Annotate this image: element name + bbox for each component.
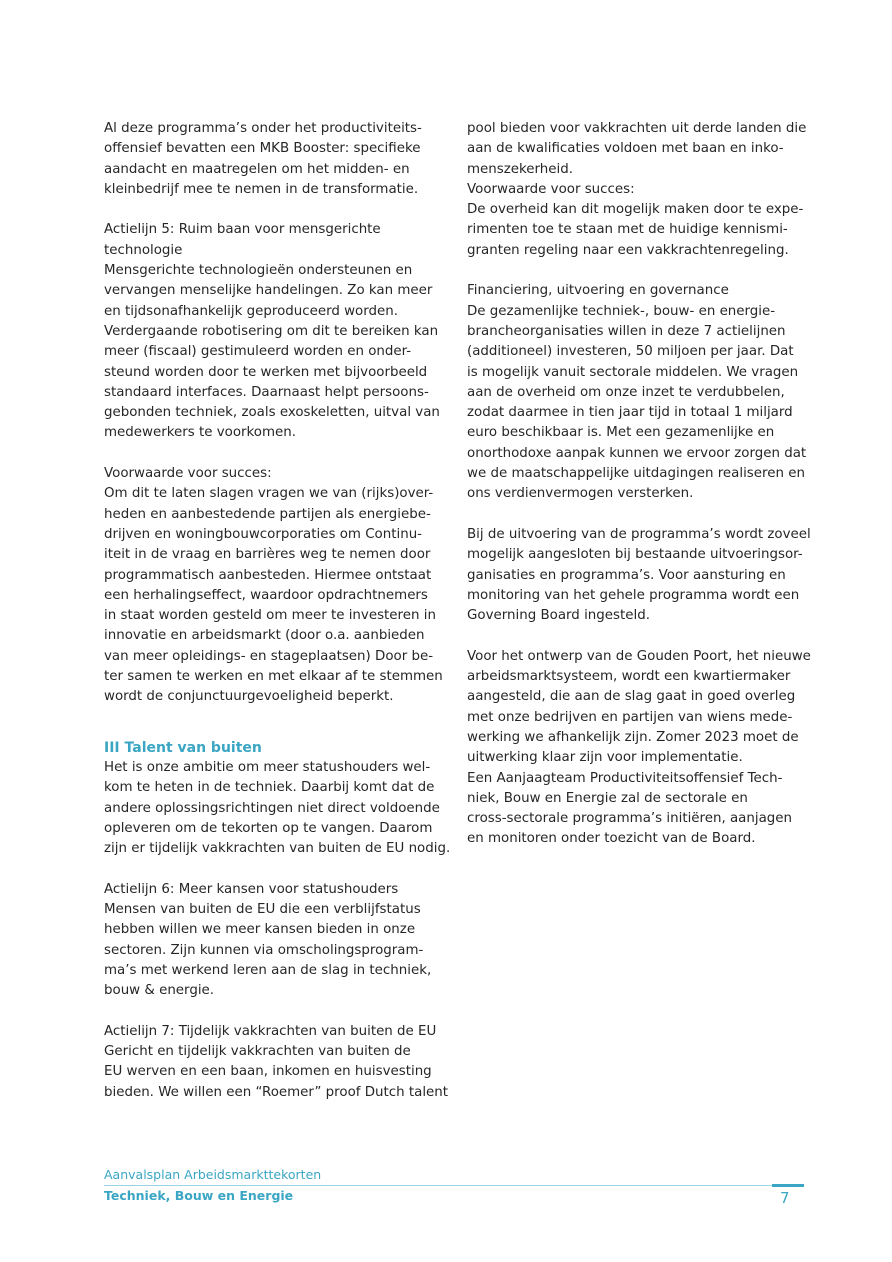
text-line: wordt de conjunctuurgevoeligheid beperkt. [104,689,394,705]
text-line: ons verdienvermogen versterken. [467,486,694,502]
text-line: brancheorganisaties willen in deze 7 actielijnen [467,323,786,339]
text-line: kleinbedrijf mee te nemen in de transformatie. [104,181,419,197]
right-column [467,119,811,850]
text-line: Verdergaande robotisering om dit te bereiken kan [104,323,439,339]
financiering-body [467,302,807,505]
text-line: Al deze programma’s onder het productiviteits- [104,121,422,136]
actielijn6-title: Actielijn 6: Meer kansen voor statushouders [104,881,399,897]
actielijn5-title [104,220,444,261]
voorwaarde-label: Voorwaarde voor succes: [467,181,635,197]
text-line: standaard interfaces. Daarnaast helpt persoons- [104,384,429,400]
text-line: ma’s met werkend leren aan de slag in techniek, [104,962,432,978]
text-line: mogelijk aangesloten bij bestaande uitvoeringsor- [467,547,803,563]
text-line: De gezamenlijke techniek-, bouw- en energie- [467,303,776,319]
text-line: bouw & energie. [104,983,215,999]
text-line: aan de overheid om onze inzet te verdubbelen, [467,384,785,400]
intro-paragraph [104,119,444,200]
text-line: ganisaties en programma’s. Voor aansturing en [467,567,786,583]
text-line: monitoring van het gehele programma wordt een [467,587,800,603]
text-line: van meer opleidings- en stageplaatsen) Door be- [104,648,434,664]
text-line: De overheid kan dit mogelijk maken door te expe- [467,202,804,218]
text-line: offensief bevatten een MKB Booster: specifieke [104,141,421,157]
text-line: Actielijn 5: Ruim baan voor mensgerichte [104,222,381,238]
text-line: aandacht en maatregelen om het midden- en [104,161,410,177]
actielijn5-body [104,261,444,444]
text-line: opleveren om de tekorten op te vangen. Daarom [104,820,433,836]
voorwaarde-label: Voorwaarde voor succes: [104,466,272,482]
actielijn6-body [104,900,444,1001]
text-line: niek, Bouw en Energie zal de sectorale en [467,790,748,806]
text-line: meer (fiscaal) gestimuleerd worden en onder- [104,344,412,360]
text-line: zijn er tijdelijk vakkrachten van buiten de EU nodig. [104,841,451,857]
continued-paragraph [467,119,807,180]
text-line: aan de kwalificaties voldoen met baan en inko- [467,141,784,157]
footer-document-subtitle: Techniek, Bouw en Energie [104,1188,294,1203]
text-line: rimenten toe te staan met de huidige kennismi- [467,222,788,238]
text-line: granten regeling naar een vakkrachtenregeling. [467,242,789,258]
text-line: medewerkers te voorkomen. [104,425,297,441]
footer-divider [104,1185,804,1186]
page-number: 7 [780,1189,790,1207]
footer-document-title: Aanvalsplan Arbeidsmarkttekorten [104,1167,322,1182]
text-line: cross-sectorale programma’s initiëren, aanjagen [467,811,793,827]
text-line: hebben willen we meer kansen bieden in onze [104,922,416,938]
text-line: Het is onze ambitie om meer statushouders wel- [104,759,431,775]
text-line: ter samen te werken en met elkaar af te stemmen [104,669,443,685]
text-line: vervangen menselijke handelingen. Zo kan meer [104,283,433,299]
financiering-title: Financiering, uitvoering en governance [467,283,729,299]
text-line: kom te heten in de techniek. Daarbij komt dat de [104,780,435,796]
actielijn7-title: Actielijn 7: Tijdelijk vakkrachten van buiten de EU [104,1023,437,1039]
text-line: een herhalingseffect, waardoor opdrachtnemers [104,587,428,603]
talent-body [104,758,451,859]
text-line: Bij de uitvoering van de programma’s wordt zoveel [467,526,811,542]
text-line: Governing Board ingesteld. [467,608,650,624]
text-line: andere oplossingsrichtingen niet direct voldoende [104,800,440,816]
text-line: we de maatschappelijke uitdagingen realiseren en [467,466,805,482]
text-line: onorthodoxe aanpak kunnen we ervoor zorgen dat [467,445,807,461]
text-line: Voor het ontwerp van de Gouden Poort, het nieuwe [467,648,811,664]
left-column [104,119,451,1103]
text-line: Om dit te laten slagen vragen we van (rijks)over- [104,486,434,502]
voorwaarde-body [104,484,444,707]
text-line: euro beschikbaar is. Met een gezamenlijke en [467,425,775,441]
text-line: menszekerheid. [467,161,573,177]
text-line: bieden. We willen een “Roemer” proof Dutch talent [104,1084,449,1100]
text-line: met onze bedrijven en partijen van wiens mede- [467,709,793,725]
text-line: Mensen van buiten de EU die een verblijfstatus [104,901,421,917]
text-line: technologie [104,242,183,258]
text-line: zodat daarmee in tien jaar tijd in totaal 1 miljard [467,405,793,421]
text-line: aangesteld, die aan de slag gaat in goed overleg [467,689,796,705]
text-line: innovatie en arbeidsmarkt (door o.a. aanbieden [104,628,425,644]
text-line: uitwerking klaar zijn voor implementatie. [467,750,743,766]
text-line: en monitoren onder toezicht van de Board. [467,831,756,847]
text-line: steund worden door te werken met bijvoorbeeld [104,364,428,380]
text-line: Gericht en tijdelijk vakkrachten van buiten de [104,1044,411,1060]
footer-accent-bar [772,1184,804,1187]
text-line: drijven en woningbouwcorporaties om Continu- [104,526,423,542]
actielijn7-body [104,1042,449,1103]
text-line: sectoren. Zijn kunnen via omscholingsprogram- [104,942,424,958]
section-heading: III Talent van buiten [104,739,262,756]
text-line: pool bieden voor vakkrachten uit derde landen die [467,121,807,136]
text-line: EU werven en een baan, inkomen en huisvesting [104,1064,432,1080]
voorwaarde-body [467,200,807,261]
text-line: programmatisch aanbesteden. Hiermee ontstaat [104,567,432,583]
text-line: is mogelijk vanuit sectorale middelen. We vragen [467,364,799,380]
text-line: gebonden techniek, zoals exoskeletten, uitval van [104,405,440,421]
text-line: in staat worden gesteld om meer te investeren in [104,608,436,624]
text-line: heden en aanbestedende partijen als energiebe- [104,506,431,522]
text-line: (additioneel) investeren, 50 miljoen per jaar. Dat [467,344,794,360]
gouden-poort-body [467,647,811,850]
uitvoering-body [467,525,811,626]
text-line: Een Aanjaagteam Productiviteitsoffensief Tech- [467,770,783,786]
text-line: arbeidsmarktsysteem, wordt een kwartiermaker [467,669,791,685]
text-line: werking we afhankelijk zijn. Zomer 2023 moet de [467,729,799,745]
text-line: iteit in de vraag en barrières weg te nemen door [104,547,431,563]
text-line: en tijdsonafhankelijk geproduceerd worden. [104,303,399,319]
text-line: Mensgerichte technologieën ondersteunen en [104,263,413,279]
